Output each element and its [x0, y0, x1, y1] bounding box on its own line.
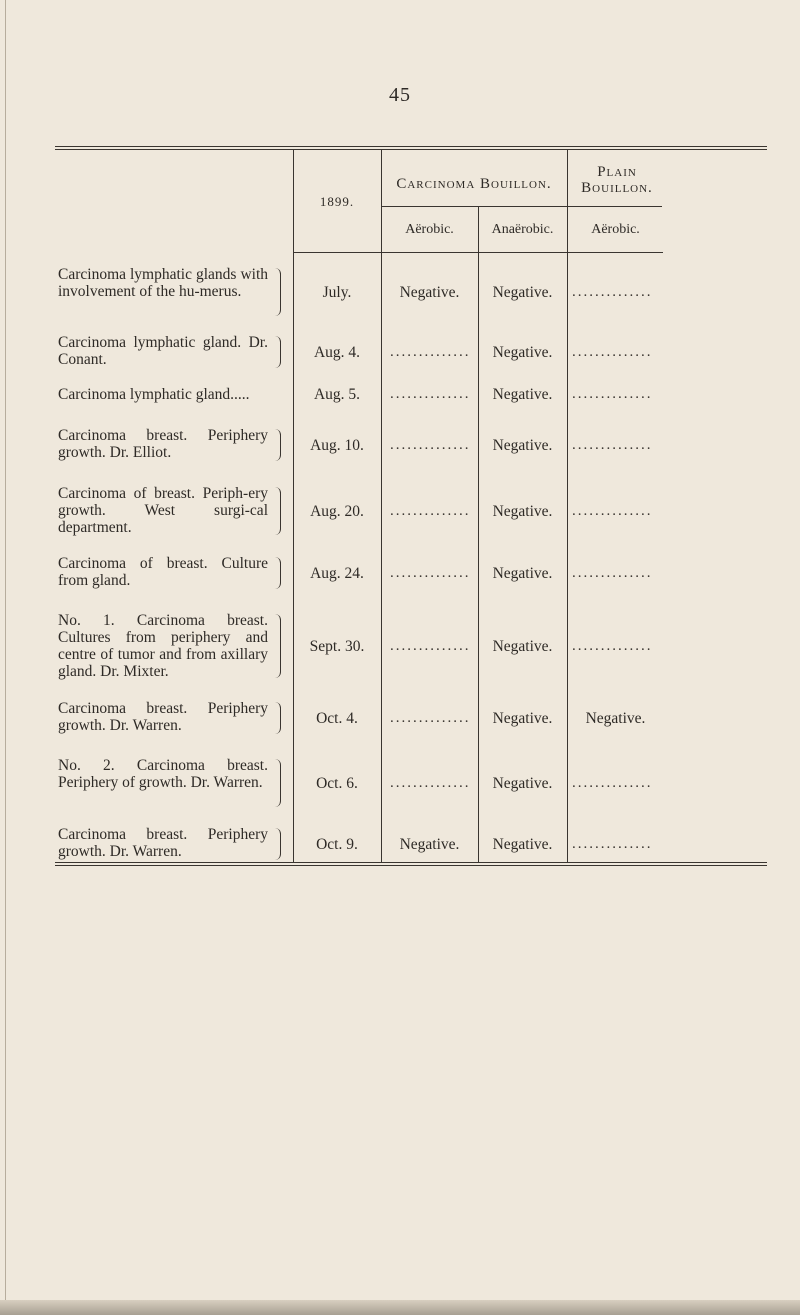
empty-cell-dots: ..............: [390, 386, 471, 402]
empty-cell-dots: ..............: [390, 503, 471, 519]
brace-icon: [272, 702, 281, 734]
row-anaerobic: Negative.: [492, 386, 553, 403]
col-divider-aerobic: [381, 150, 382, 862]
row-anaerobic: Negative.: [492, 565, 553, 582]
empty-cell-dots: ..............: [390, 775, 471, 791]
row-plain-aerobic: Negative.: [585, 710, 646, 727]
row-date: Aug. 5.: [313, 386, 361, 403]
empty-cell-dots: ..............: [390, 565, 471, 581]
subheader-aerobic: Aërobic.: [405, 222, 454, 237]
row-date: Oct. 4.: [316, 710, 358, 727]
empty-cell-dots: ..............: [572, 503, 653, 519]
table-top-rule: [55, 146, 767, 147]
header-year: 1899.: [319, 194, 355, 209]
empty-cell-dots: ..............: [390, 437, 471, 453]
brace-icon: [272, 557, 281, 589]
brace-icon: [272, 759, 281, 807]
row-description: Carcinoma breast. Periphery growth. Dr. Elliot.: [58, 427, 268, 461]
scan-bottom-edge: [0, 1300, 800, 1315]
row-anaerobic: Negative.: [492, 503, 553, 520]
empty-cell-dots: ..............: [390, 710, 471, 726]
row-anaerobic: Negative.: [492, 344, 553, 361]
brace-icon: [272, 336, 281, 368]
header-plain-bouillon: Plain Bouillon.: [581, 164, 653, 196]
brace-icon: [272, 487, 281, 535]
row-date: Aug. 20.: [310, 503, 364, 520]
header-carcinoma-bouillon: Carcinoma Bouillon.: [396, 176, 552, 192]
row-anaerobic: Negative.: [492, 284, 553, 301]
row-date: Oct. 6.: [316, 775, 358, 792]
row-anaerobic: Negative.: [492, 836, 553, 853]
row-anaerobic: Negative.: [492, 638, 553, 655]
row-date: Oct. 9.: [316, 836, 358, 853]
header-sub-rule: [381, 206, 662, 207]
table-bottom-rule: [55, 862, 767, 863]
col-divider-plain: [567, 150, 568, 862]
table-top-rule-2: [55, 149, 767, 150]
header-bottom-rule: [293, 252, 663, 253]
empty-cell-dots: ..............: [572, 437, 653, 453]
row-description: Carcinoma lymphatic gland.....: [58, 386, 250, 403]
row-description: No. 2. Carcinoma breast. Periphery of growth. Dr. Warren.: [58, 757, 268, 791]
row-description: Carcinoma of breast. Periph-ery growth. West surgi-cal department.: [58, 485, 268, 536]
row-description: Carcinoma breast. Periphery growth. Dr. Warren.: [58, 826, 268, 860]
empty-cell-dots: ..............: [572, 775, 653, 791]
row-description: Carcinoma lymphatic glands with involvement of the hu-merus.: [58, 266, 268, 300]
row-description: Carcinoma of breast. Culture from gland.: [58, 555, 268, 589]
row-date: Sept. 30.: [309, 638, 365, 655]
empty-cell-dots: ..............: [572, 638, 653, 654]
empty-cell-dots: ..............: [572, 344, 653, 360]
row-date: Aug. 10.: [310, 437, 364, 454]
brace-icon: [272, 429, 281, 461]
row-anaerobic: Negative.: [492, 437, 553, 454]
row-aerobic: Negative.: [399, 284, 460, 301]
subheader-anaerobic: Anaërobic.: [491, 222, 554, 237]
empty-cell-dots: ..............: [572, 565, 653, 581]
row-description: Carcinoma breast. Periphery growth. Dr. Warren.: [58, 700, 268, 734]
empty-cell-dots: ..............: [572, 836, 653, 852]
col-divider-anaerobic: [478, 207, 479, 862]
empty-cell-dots: ..............: [390, 344, 471, 360]
row-description: Carcinoma lymphatic gland. Dr. Conant.: [58, 334, 268, 368]
empty-cell-dots: ..............: [572, 386, 653, 402]
row-anaerobic: Negative.: [492, 710, 553, 727]
row-date: Aug. 4.: [313, 344, 361, 361]
row-date: Aug. 24.: [310, 565, 364, 582]
brace-icon: [272, 828, 281, 860]
subheader-plain-aerobic: Aërobic.: [591, 222, 640, 237]
row-description: No. 1. Carcinoma breast. Cultures from periphery and centre of tumor and from axillary gland. Dr. Mixter.: [58, 612, 268, 680]
row-aerobic: Negative.: [399, 836, 460, 853]
empty-cell-dots: ..............: [390, 638, 471, 654]
brace-icon: [272, 268, 281, 316]
brace-icon: [272, 614, 281, 678]
page-number: 45: [389, 84, 411, 106]
row-anaerobic: Negative.: [492, 775, 553, 792]
table-bottom-rule-2: [55, 865, 767, 866]
empty-cell-dots: ..............: [572, 284, 653, 300]
row-date: July.: [322, 284, 352, 301]
scan-margin-line: [5, 0, 6, 1315]
